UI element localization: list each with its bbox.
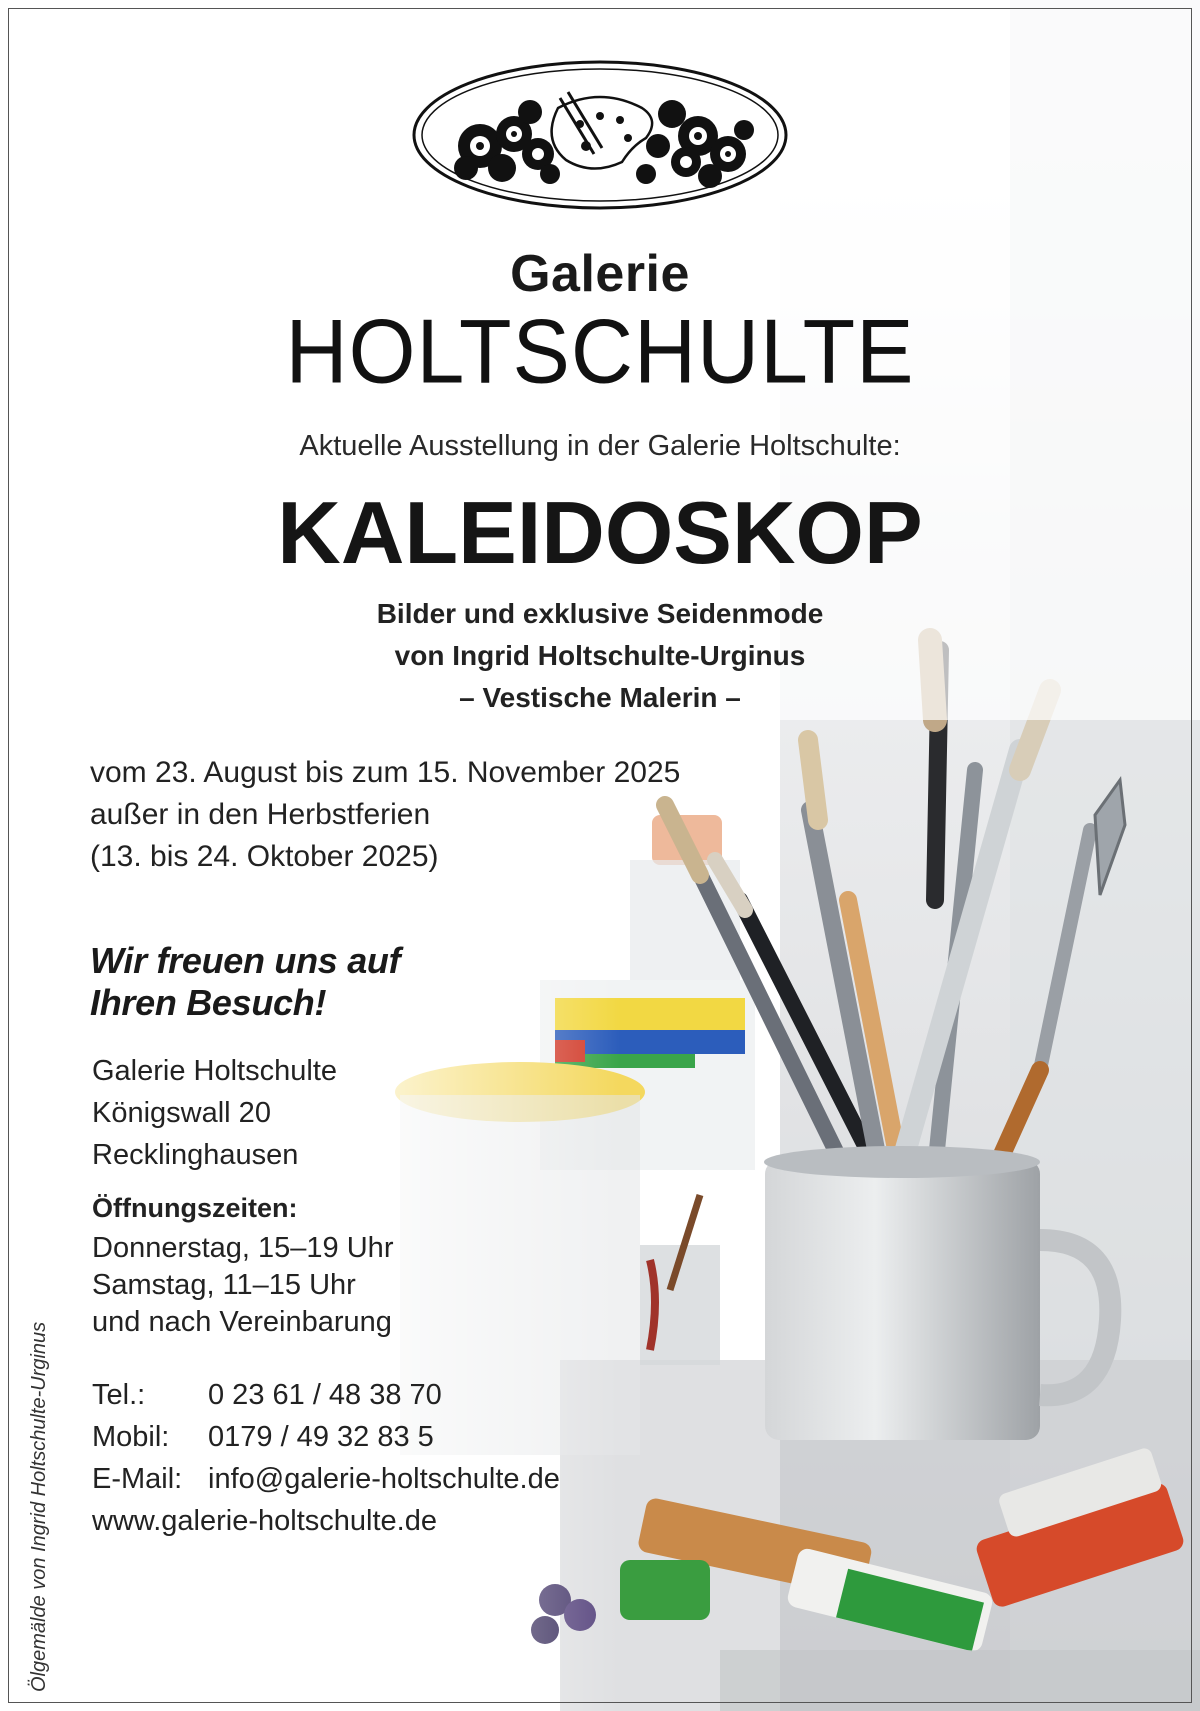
painting-credit: Ölgemälde von Ingrid Holtschulte-Urginus [28,1321,50,1692]
mobil-value[interactable]: 0179 / 49 32 83 5 [208,1421,434,1453]
greeting-line: Wir freuen uns auf [90,940,401,981]
greeting-line: Ihren Besuch! [90,982,327,1023]
exhibition-dates [90,752,680,878]
tel-value[interactable]: 0 23 61 / 48 38 70 [208,1379,442,1411]
dates-line: vom 23. August bis zum 15. November 2025 [90,756,681,789]
hours-line: Donnerstag, 15–19 Uhr [92,1232,394,1264]
opening-hours [92,1230,393,1341]
gallery-logo [410,58,790,212]
dates-line: (13. bis 24. Oktober 2025) [90,840,439,873]
exhibition-subtitle-line3: – Vestische Malerin – [459,682,741,713]
greeting [90,940,400,1024]
website-link[interactable]: www.galerie-holtschulte.de [92,1505,437,1537]
contact-row-website [92,1500,560,1542]
contact-row-mobil [92,1416,560,1458]
contact-block [92,1374,560,1542]
gallery-name-top: Galerie [510,245,690,303]
hours-line: und nach Vereinbarung [92,1306,392,1338]
exhibition-subtitle-line2: von Ingrid Holtschulte-Urginus [394,640,806,671]
tel-label: Tel.: [92,1379,146,1411]
exhibition-title: KALEIDOSKOP [277,483,923,582]
opening-hours-label: Öffnungszeiten: [92,1193,298,1223]
email-label: E-Mail: [92,1463,183,1495]
contact-row-email [92,1458,560,1500]
address-block [92,1050,337,1176]
exhibition-subtitle-line1: Bilder und exklusive Seidenmode [376,598,824,629]
address-line: Recklinghausen [92,1139,299,1171]
mobil-label: Mobil: [92,1421,170,1453]
email-link[interactable]: info@galerie-holtschulte.de [208,1463,560,1495]
hours-line: Samstag, 11–15 Uhr [92,1269,356,1301]
dates-line: außer in den Herbstferien [90,798,431,831]
address-line: Königswall 20 [92,1097,271,1129]
exhibition-intro: Aktuelle Ausstellung in der Galerie Holtschulte: [299,430,901,462]
address-line: Galerie Holtschulte [92,1055,337,1087]
gallery-name-bottom: HOLTSCHULTE [285,301,915,403]
contact-row-tel [92,1374,560,1416]
